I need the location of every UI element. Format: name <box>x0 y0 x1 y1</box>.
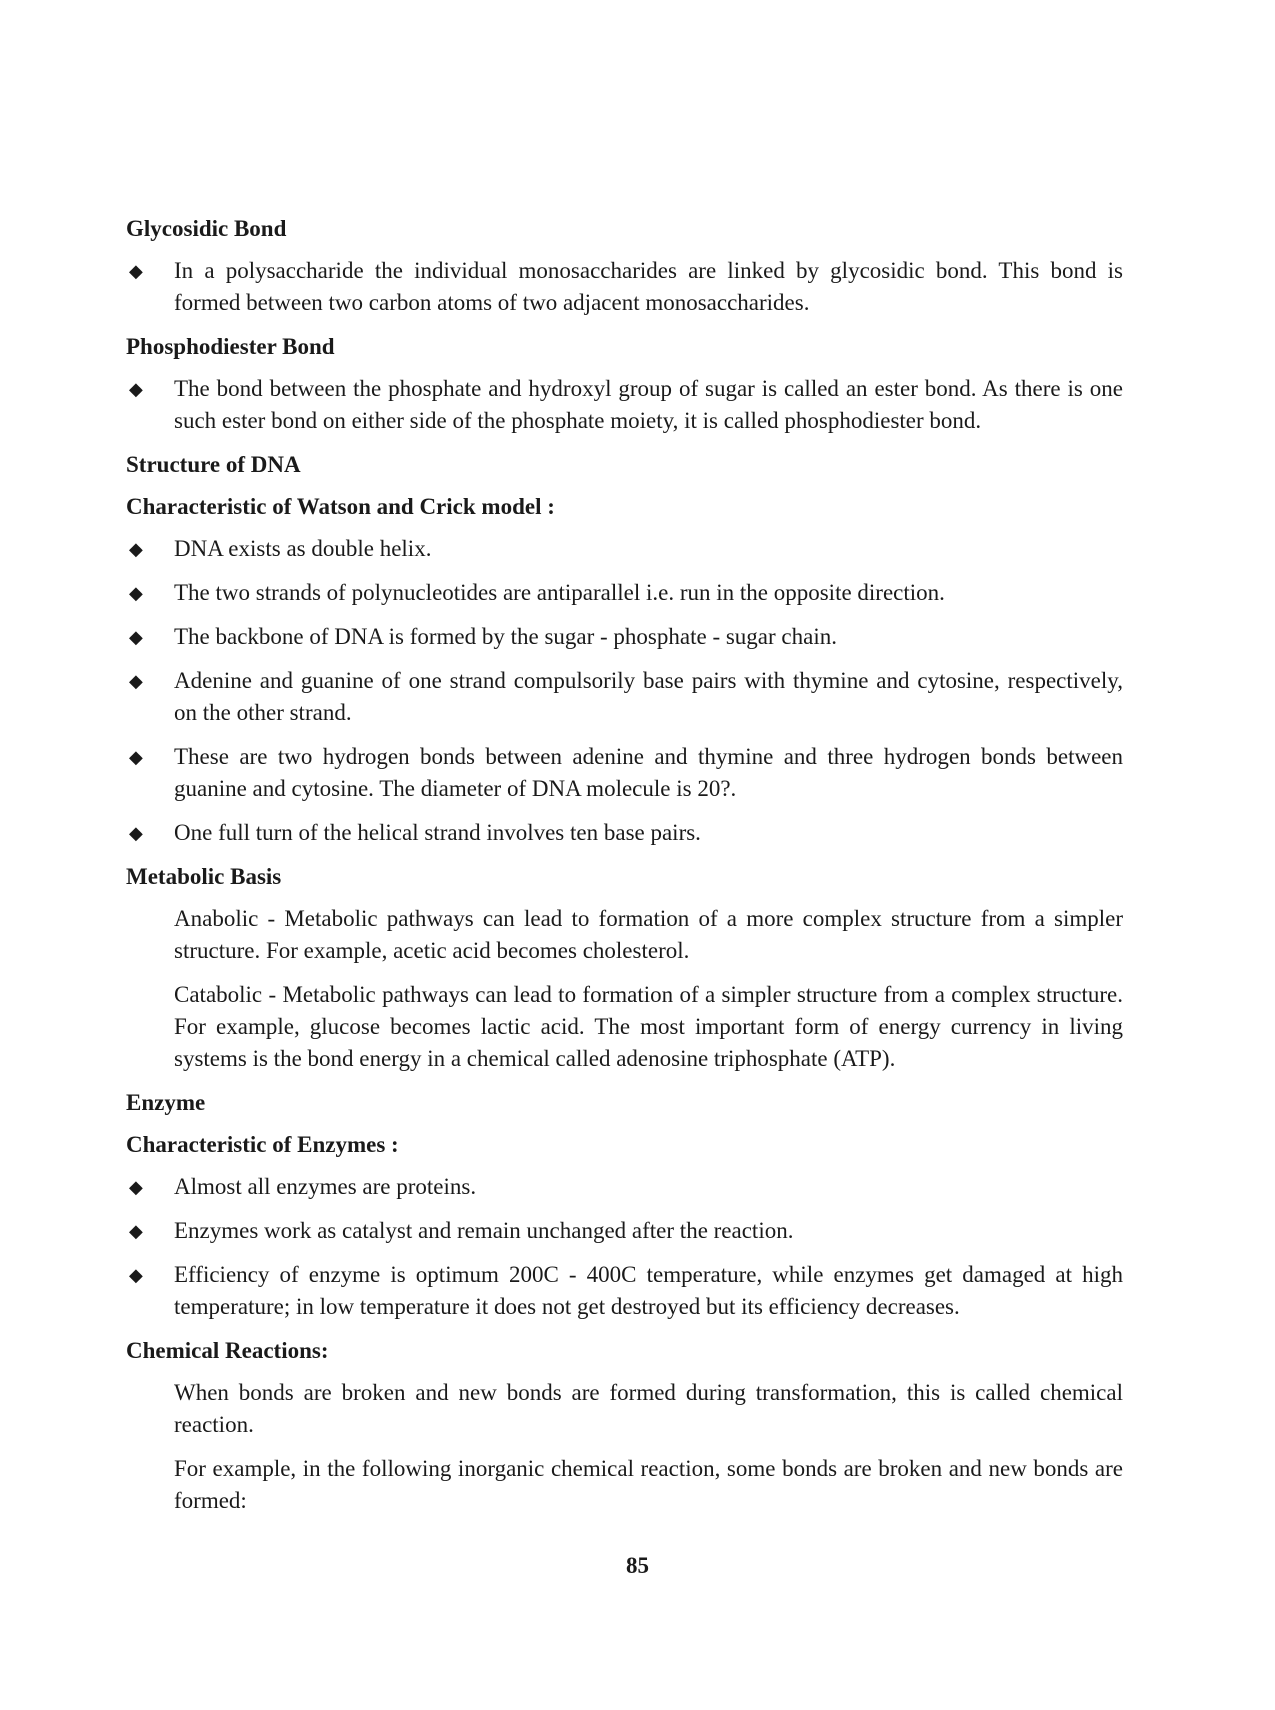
list-item <box>126 741 1123 805</box>
bullet-text: One full turn of the helical strand involves ten base pairs. <box>174 820 701 845</box>
diamond-bullet-icon: ◆ <box>129 261 143 281</box>
paragraph-anabolic: Anabolic - Metabolic pathways can lead to formation of a more complex structure from a simpler structure. For example, acetic acid becomes cholesterol. <box>174 906 1123 963</box>
diamond-bullet-icon: ◆ <box>129 627 143 647</box>
list-item <box>126 1171 1123 1203</box>
diamond-bullet-icon: ◆ <box>129 823 143 843</box>
diamond-bullet-icon: ◆ <box>129 1221 143 1241</box>
section-heading-metabolic-basis: Metabolic Basis <box>126 864 282 889</box>
page-number: 85 <box>626 1553 649 1578</box>
paragraph-catabolic: Catabolic - Metabolic pathways can lead to formation of a simpler structure from a complex structure. For example, glucose becomes lactic acid. The most important form of energy currency in living systems is the bond energy in a chemical called adenosine triphosphate (ATP). <box>174 982 1123 1071</box>
diamond-bullet-icon: ◆ <box>129 671 143 691</box>
list-item <box>126 665 1123 729</box>
bullet-list-dna-structure <box>126 533 1123 849</box>
bullet-text: Adenine and guanine of one strand compulsorily base pairs with thymine and cytosine, respectively, on the other strand. <box>174 668 1123 725</box>
bullet-text: The two strands of polynucleotides are antiparallel i.e. run in the opposite direction. <box>174 580 945 605</box>
page-content <box>126 213 1123 1529</box>
diamond-bullet-icon: ◆ <box>129 539 143 559</box>
bullet-text: In a polysaccharide the individual monosaccharides are linked by glycosidic bond. This bond is formed between two carbon atoms of two adjacent monosaccharides. <box>174 258 1123 315</box>
list-item <box>126 1259 1123 1323</box>
diamond-bullet-icon: ◆ <box>129 1265 143 1285</box>
list-item <box>126 373 1123 437</box>
paragraph-chemical-reaction-example: For example, in the following inorganic chemical reaction, some bonds are broken and new bonds are formed: <box>174 1456 1123 1513</box>
bullet-text: These are two hydrogen bonds between adenine and thymine and three hydrogen bonds between guanine and cytosine. The diameter of DNA molecule is 20?. <box>174 744 1123 801</box>
diamond-bullet-icon: ◆ <box>129 747 143 767</box>
subheading-watson-crick-model: Characteristic of Watson and Crick model : <box>126 494 555 519</box>
bullet-list-glycosidic-bond <box>126 255 1123 319</box>
list-item <box>126 255 1123 319</box>
diamond-bullet-icon: ◆ <box>129 583 143 603</box>
section-heading-structure-of-dna: Structure of DNA <box>126 452 301 477</box>
list-item <box>126 533 1123 565</box>
subheading-characteristic-of-enzymes: Characteristic of Enzymes : <box>126 1132 399 1157</box>
bullet-text: Almost all enzymes are proteins. <box>174 1174 477 1199</box>
bullet-text: DNA exists as double helix. <box>174 536 432 561</box>
section-heading-chemical-reactions: Chemical Reactions: <box>126 1338 329 1363</box>
list-item <box>126 577 1123 609</box>
diamond-bullet-icon: ◆ <box>129 379 143 399</box>
bullet-list-enzymes <box>126 1171 1123 1323</box>
section-heading-glycosidic-bond: Glycosidic Bond <box>126 216 287 241</box>
bullet-list-phosphodiester-bond <box>126 373 1123 437</box>
list-item <box>126 817 1123 849</box>
section-heading-phosphodiester-bond: Phosphodiester Bond <box>126 334 335 359</box>
diamond-bullet-icon: ◆ <box>129 1177 143 1197</box>
bullet-text: Enzymes work as catalyst and remain unchanged after the reaction. <box>174 1218 794 1243</box>
paragraph-chemical-reaction-definition: When bonds are broken and new bonds are formed during transformation, this is called chemical reaction. <box>174 1380 1123 1437</box>
bullet-text: The backbone of DNA is formed by the sugar - phosphate - sugar chain. <box>174 624 837 649</box>
bullet-text: The bond between the phosphate and hydroxyl group of sugar is called an ester bond. As there is one such ester bond on either side of the phosphate moiety, it is called phosphodiester bond. <box>174 376 1123 433</box>
bullet-text: Efficiency of enzyme is optimum 200C - 400C temperature, while enzymes get damaged at high temperature; in low temperature it does not get destroyed but its efficiency decreases. <box>174 1262 1123 1319</box>
section-heading-enzyme: Enzyme <box>126 1090 206 1115</box>
list-item <box>126 1215 1123 1247</box>
list-item <box>126 621 1123 653</box>
